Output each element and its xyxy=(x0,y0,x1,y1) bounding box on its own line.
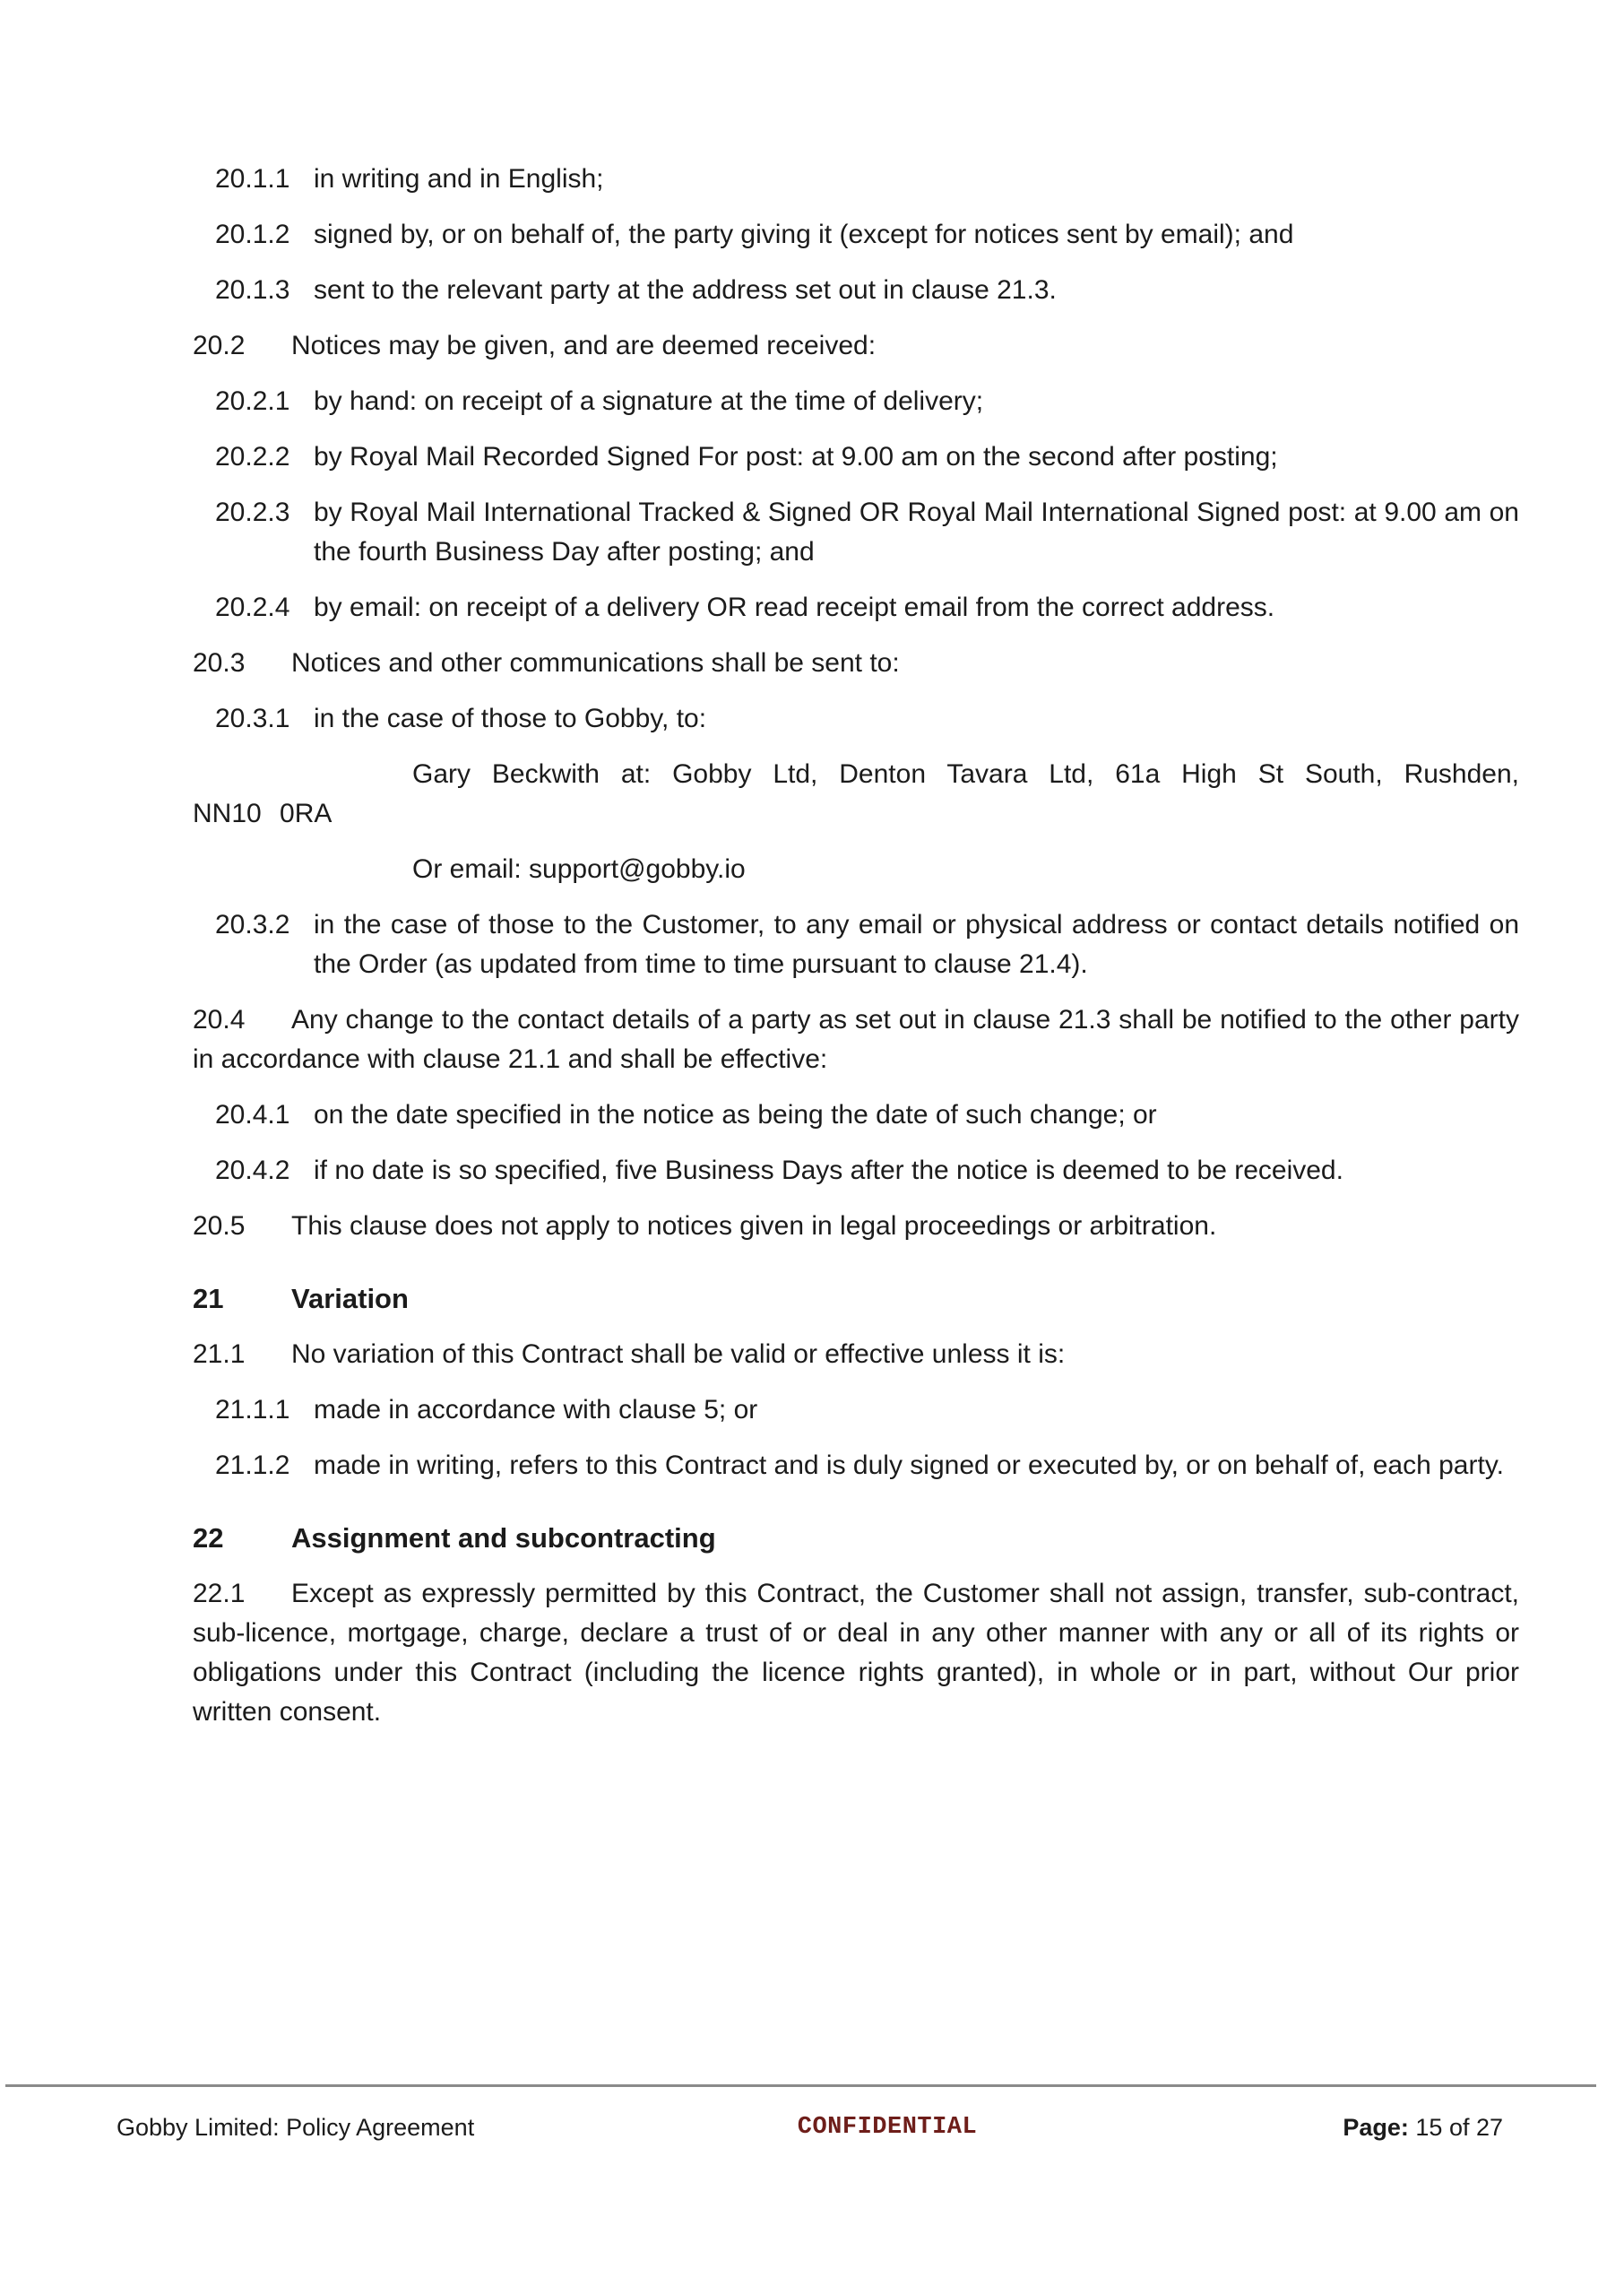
clause-text: Gary Beckwith at: Gobby Ltd, Denton Tavara Ltd, 61a High St South, Rushden, NN10 0RA xyxy=(193,759,1519,828)
clause-text: in the case of those to Gobby, to: xyxy=(314,704,707,733)
clause-text: by Royal Mail Recorded Signed For post: at 9.00 am on the second after posting; xyxy=(314,442,1278,472)
clause-number: 20.1.3 xyxy=(215,275,290,305)
clause-number: 20.2.1 xyxy=(215,386,290,416)
clause-21.1.2 xyxy=(193,1446,1519,1485)
document-body xyxy=(193,160,1519,1748)
clause-number: 22.1 xyxy=(193,1579,246,1608)
footer-page-label: Page: xyxy=(1343,2114,1409,2141)
clause-number: 20.4 xyxy=(193,1005,246,1035)
clause-20.2.2 xyxy=(193,437,1519,477)
clause-20.2.3 xyxy=(193,493,1519,572)
clause-number: 21.1.2 xyxy=(215,1451,290,1480)
clause-21.1.1 xyxy=(193,1390,1519,1430)
clause-20.5 xyxy=(193,1207,1519,1246)
clause-20.2.4 xyxy=(193,588,1519,628)
notice-email-line xyxy=(193,850,1519,889)
footer-divider xyxy=(5,2084,1596,2087)
clause-number: 20.5 xyxy=(193,1211,246,1241)
clause-text: Assignment and subcontracting xyxy=(291,1522,716,1554)
clause-text: if no date is so specified, five Business Days after the notice is deemed to be received. xyxy=(314,1156,1343,1185)
clause-text: Or email: support@gobby.io xyxy=(412,854,746,884)
clause-20.3 xyxy=(193,644,1519,683)
footer-page-value: 15 of 27 xyxy=(1408,2114,1503,2141)
clause-20.2 xyxy=(193,326,1519,366)
clause-20.3.1 xyxy=(193,699,1519,739)
clause-number: 20.2.3 xyxy=(215,498,290,527)
clause-number: 20.3 xyxy=(193,648,246,678)
clause-20.2.1 xyxy=(193,382,1519,421)
clause-text: made in writing, refers to this Contract and is duly signed or executed by, or on behalf of, each party. xyxy=(314,1451,1504,1480)
clause-22 xyxy=(193,1519,1519,1558)
clause-text: Notices may be given, and are deemed received: xyxy=(291,331,877,360)
clause-text: Except as expressly permitted by this Contract, the Customer shall not assign, transfer, sub-contract, sub-licence, mortgage, charge, declare a trust of or deal in any other manner with any or all of its rights or obligations under this Contract (including the licence rights granted), in whole or in part, without Our prior written consent. xyxy=(193,1579,1519,1727)
clause-20.4 xyxy=(193,1000,1519,1079)
clause-number: 20.2.4 xyxy=(215,593,290,622)
clause-text: in writing and in English; xyxy=(314,164,604,194)
clause-20.1.3 xyxy=(193,271,1519,310)
clause-number: 22 xyxy=(193,1522,224,1554)
clause-number: 20.3.2 xyxy=(215,910,290,940)
clause-text: Notices and other communications shall be sent to: xyxy=(291,648,900,678)
notice-address-line xyxy=(193,755,1519,834)
clause-text: This clause does not apply to notices given in legal proceedings or arbitration. xyxy=(291,1211,1217,1241)
clause-number: 21.1 xyxy=(193,1339,246,1369)
footer-confidential-label: CONFIDENTIAL xyxy=(797,2114,978,2141)
footer-document-title: Gobby Limited: Policy Agreement xyxy=(117,2114,475,2141)
clause-number: 20.1.2 xyxy=(215,220,290,249)
clause-number: 21.1.1 xyxy=(215,1395,290,1425)
clause-text: by email: on receipt of a delivery OR read receipt email from the correct address. xyxy=(314,593,1275,622)
clause-20.4.1 xyxy=(193,1096,1519,1135)
clause-22.1 xyxy=(193,1574,1519,1732)
clause-20.4.2 xyxy=(193,1151,1519,1191)
clause-20.1.1 xyxy=(193,160,1519,199)
clause-number: 20.4.2 xyxy=(215,1156,290,1185)
clause-text: No variation of this Contract shall be valid or effective unless it is: xyxy=(291,1339,1066,1369)
clause-20.3.2 xyxy=(193,905,1519,984)
clause-number: 20.2.2 xyxy=(215,442,290,472)
footer-page-number xyxy=(1343,2112,1503,2143)
clause-text: on the date specified in the notice as being the date of such change; or xyxy=(314,1100,1157,1130)
clause-number: 20.2 xyxy=(193,331,246,360)
clause-text: by Royal Mail International Tracked & Signed OR Royal Mail International Signed post: at 9.00 am on the fourth Business Day after posting; and xyxy=(314,498,1519,567)
clause-number: 20.4.1 xyxy=(215,1100,290,1130)
clause-21 xyxy=(193,1279,1519,1319)
clause-20.1.2 xyxy=(193,215,1519,255)
clause-text: by hand: on receipt of a signature at the time of delivery; xyxy=(314,386,984,416)
clause-number: 20.1.1 xyxy=(215,164,290,194)
clause-number: 20.3.1 xyxy=(215,704,290,733)
clause-text: Any change to the contact details of a party as set out in clause 21.3 shall be notified to the other party in accordance with clause 21.1 and shall be effective: xyxy=(193,1005,1519,1074)
clause-text: in the case of those to the Customer, to any email or physical address or contact details notified on the Order (as updated from time to time pursuant to clause 21.4). xyxy=(314,910,1519,979)
clause-number: 21 xyxy=(193,1283,224,1314)
clause-21.1 xyxy=(193,1335,1519,1374)
clause-text: made in accordance with clause 5; or xyxy=(314,1395,758,1425)
clause-text: Variation xyxy=(291,1283,409,1314)
clause-text: sent to the relevant party at the address set out in clause 21.3. xyxy=(314,275,1057,305)
clause-text: signed by, or on behalf of, the party giving it (except for notices sent by email); and xyxy=(314,220,1294,249)
